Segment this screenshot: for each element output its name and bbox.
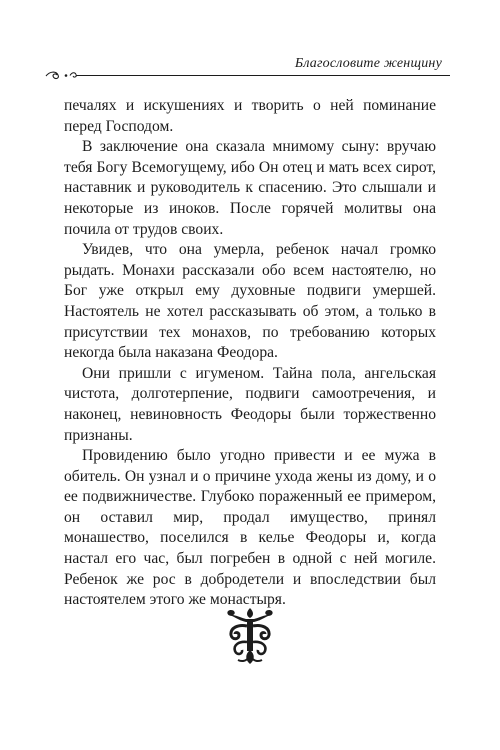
paragraph: Увидев, что она умерла, ребенок начал громко рыдать. Монахи рассказали обо всем настоятелю, но Бог уже открыл ему духовные подвиги умершей. Настоятель не хотел рассказывать об этом, а только в присутствии тех монахов, по требованию которых некогда была наказана Феодора. (64, 241, 436, 362)
paragraph: печалях и искушениях и творить о ней поминание перед Господом. (64, 97, 436, 135)
running-header (44, 56, 450, 80)
page-body (64, 96, 436, 611)
paragraph: Провидению было угодно привести и ее мужа в обитель. Он узнал и о причине ухода жены из дому, и о ее подвижничестве. Глубоко пораженный ее примером, он оставил мир, продал имущество, принял монашество, поселился в келье Феодоры и, когда настал его час, был погребен в одной с ней могиле. Ребенок же рос в добродетели и впоследствии был настоятелем этого же монастыря. (64, 447, 436, 609)
fleuron-ornament-icon (224, 606, 276, 666)
paragraph: В заключение она сказала мнимому сыну: вручаю тебя Богу Всемогущему, ибо Он отец и мать всех сирот, наставник и руководитель к спасению. Это слышали и некоторые из иноков. После горячей молитвы она почила от трудов своих. (64, 138, 436, 238)
paragraph: Они пришли с игуменом. Тайна пола, ангельская чистота, долготерпение, подвиги самоотречения, и наконец, невиновность Феодоры были торжественно признаны. (64, 364, 436, 444)
running-title: Благословите женщину (294, 56, 442, 71)
